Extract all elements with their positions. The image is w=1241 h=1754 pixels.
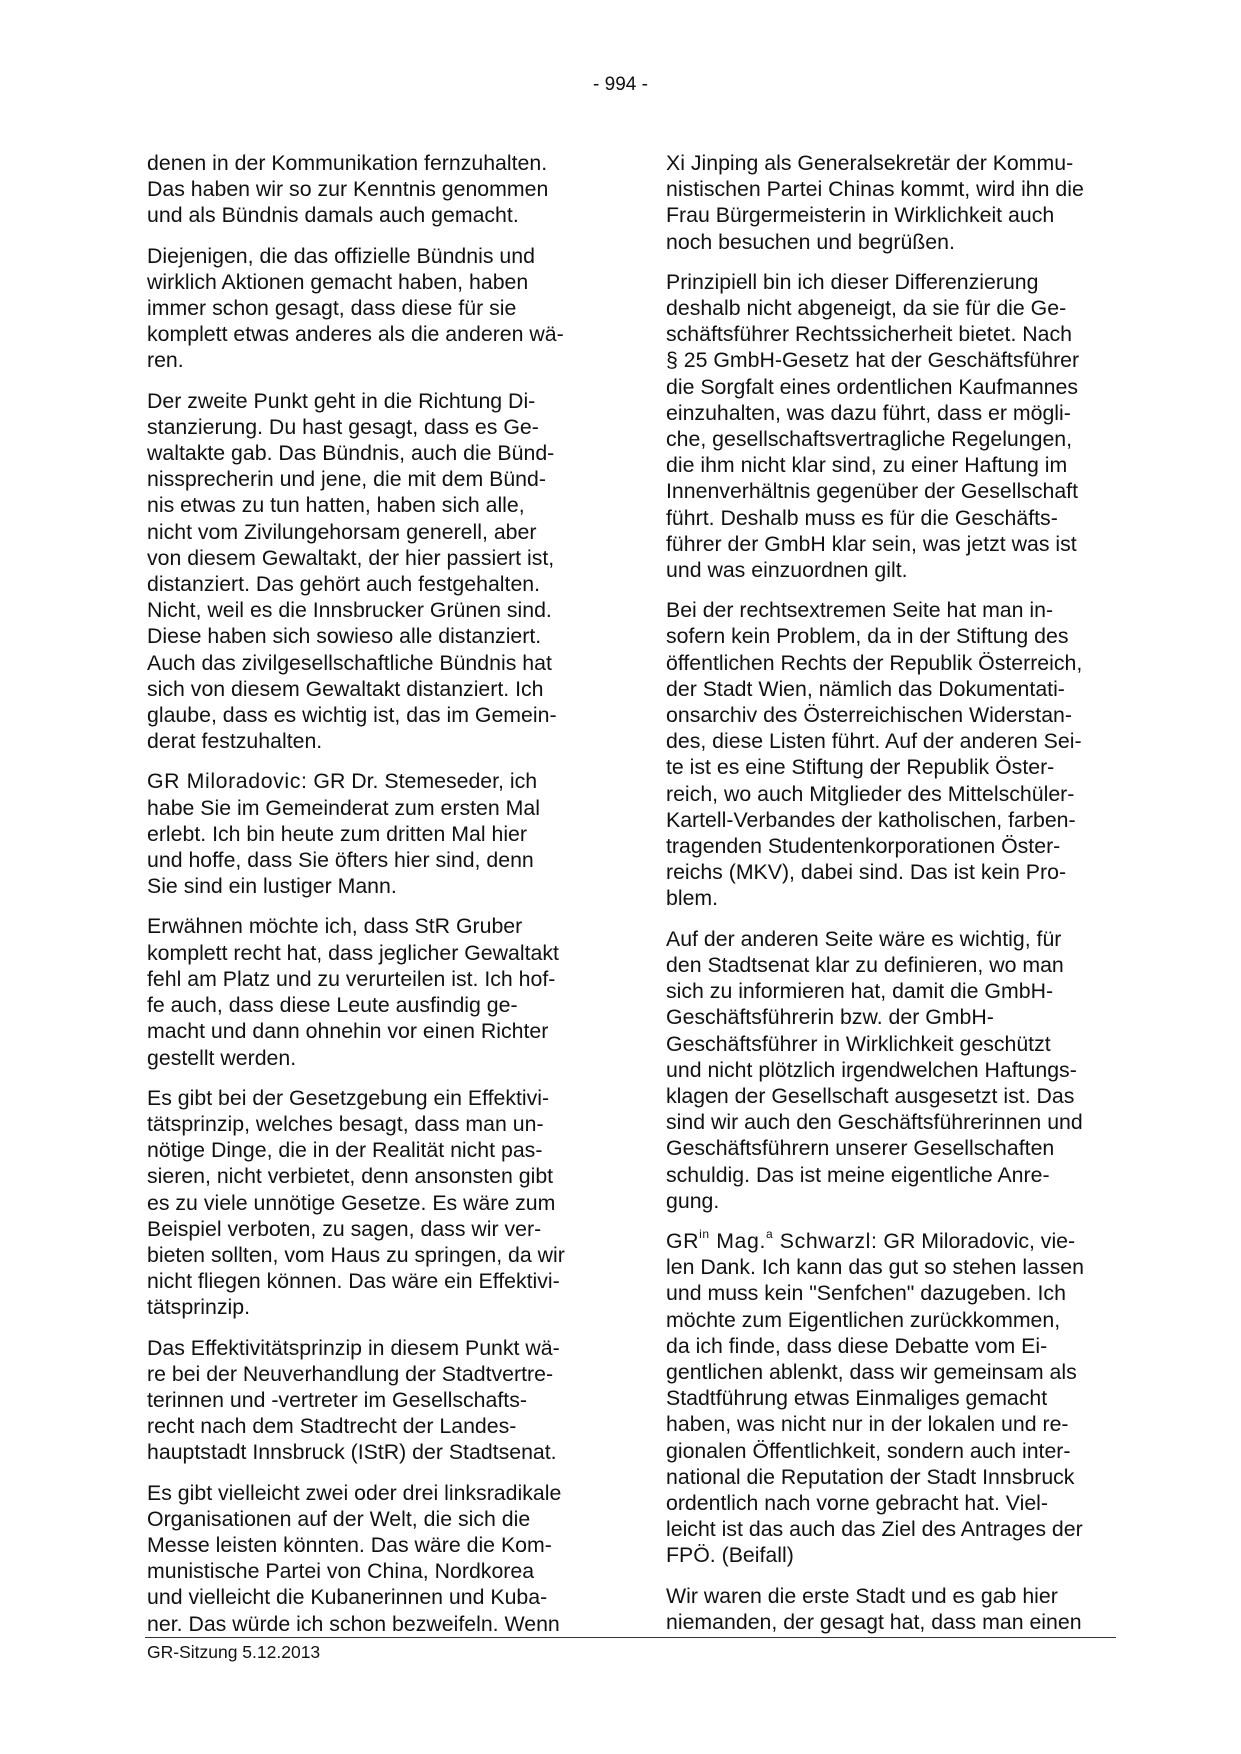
right-column [666, 150, 1116, 1649]
speaker-name [666, 1226, 878, 1253]
speaker-degree: Mag. [709, 1228, 766, 1253]
speaker-surname: Schwarzl: [773, 1228, 878, 1253]
speaker-title-suffix: in [699, 1226, 710, 1241]
speech-miloradovic [147, 768, 597, 899]
paragraph: Es gibt vielleicht zwei oder drei linksradikale Organisationen auf der Welt, die sich die Messe leisten könnten. Das wäre die Kom- munistische Partei von China, Nordkorea und vielleicht die Kubanerinnen und Kuba- ner. Das würde ich schon bezweifeln. Wenn [147, 1480, 562, 1636]
speech-text: GR Miloradovic, vie- len Dank. Ich kann das gut so stehen lassen und muss kein "Senfchen" dazugeben. Ich möchte zum Eigentlichen zurückkommen, da ich finde, dass diese Debatte vom Ei- gentlichen ablenkt, dass wir gemeinsam als Stadtführung etwas Einmaliges gemacht haben, was nicht nur in der lokalen und re- gionalen Öffentlichkeit, sondern auch inter- national die Reputation der Stadt Innsbruck ordentlich nach vorne gebracht hat. Viel- leicht ist das auch das Ziel des Antrages der FPÖ. (Beifall) [666, 1228, 1084, 1568]
left-column [147, 150, 597, 1651]
page-number: - 994 - [593, 74, 648, 95]
paragraph: Es gibt bei der Gesetzgebung ein Effektivi- tätsprinzip, welches besagt, dass man un- nötige Dinge, die in der Realität nicht pas- sieren, nicht verbietet, denn ansonsten gibt es zu viele unnötige Gesetze. Es wäre zum Beispiel verboten, zu sagen, dass wir ver- bieten sollten, vom Haus zu springen, da wir nicht fliegen können. Das wäre ein Effektivi- tätsprinzip. [147, 1085, 565, 1320]
speaker-degree-suffix: a [765, 1226, 774, 1241]
paragraph: Das Effektivitätsprinzip in diesem Punkt wä- re bei der Neuverhandlung der Stadtvertre- terinnen und -vertreter im Gesellschafts- recht nach dem Stadtrecht der Landes- hauptstadt Innsbruck (IStR) der Stadtsenat. [147, 1335, 560, 1465]
paragraph: Der zweite Punkt geht in die Richtung Di- stanzierung. Du hast gesagt, dass es Ge- waltakte gab. Das Bündnis, auch die Bünd- nissprecherin und jene, die mit dem Bünd- nis etwas zu tun hatten, haben sich alle, nicht vom Zivilungehorsam generell, aber von diesem Gewaltakt, der hier passiert ist, distanziert. Das gehört auch festgehalten. Nicht, weil es die Innsbrucker Grünen sind. Diese haben sich sowieso alle distanziert. Auch das zivilgesellschaftliche Bündnis hat sich von diesem Gewaltakt distanziert. Ich glaube, dass es wichtig ist, das im Gemein- derat festzuhalten. [147, 388, 557, 754]
speech-schwarzl [666, 1228, 1116, 1569]
speech-text: GR Dr. Stemeseder, ich habe Sie im Gemeinderat zum ersten Mal erlebt. Ich bin heute zum dritten Mal hier und hoffe, dass Sie öfters hier sind, denn Sie sind ein lustiger Mann. [147, 769, 540, 899]
footer-session-date: GR-Sitzung 5.12.2013 [147, 1642, 321, 1662]
paragraph: Bei der rechtsextremen Seite hat man in- sofern kein Problem, da in der Stiftung des öffentlichen Rechts der Republik Österreich, der Stadt Wien, nämlich das Dokumentati- onsarchiv des Österreichischen Widerstan- des, diese Listen führt. Auf der anderen Sei- te ist es eine Stiftung der Republik Öster- reich, wo auch Mitglieder des Mittelschüler- Kartell-Verbandes der katholischen, farben- tragenden Studentenkorporationen Öster- reichs (MKV), dabei sind. Das ist kein Pro- blem. [666, 598, 1083, 911]
paragraph: Prinzipiell bin ich dieser Differenzierung deshalb nicht abgeneigt, da sie für die Ge- schäftsführer Rechtssicherheit bietet. Nach § 25 GmbH-Gesetz hat der Geschäftsführer die Sorgfalt eines ordentlichen Kaufmannes einzuhalten, was dazu führt, dass er mögli- che, gesellschaftsvertragliche Regelungen, die ihm nicht klar sind, zu einer Haftung im Innenverhältnis gegenüber der Gesellschaft führt. Deshalb muss es für die Geschäfts- führer der GmbH klar sein, was jetzt was ist und was einzuordnen gilt. [666, 269, 1080, 583]
paragraph: Erwähnen möchte ich, dass StR Gruber komplett recht hat, dass jeglicher Gewaltakt fehl am Platz und zu verurteilen ist. Ich hof- fe auch, dass diese Leute ausfindig ge- macht und dann ohnehin vor einen Richter gestellt werden. [147, 914, 559, 1070]
paragraph: Auf der anderen Seite wäre es wichtig, für den Stadtsenat klar zu definieren, wo man sich zu informieren hat, damit die GmbH- Geschäftsführerin bzw. der GmbH- Geschäftsführer in Wirklichkeit geschützt und nicht plötzlich irgendwelchen Haftungs- klagen der Gesellschaft ausgesetzt ist. Das sind wir auch den Geschäftsführerinnen und Geschäftsführern unserer Gesellschaften schuldig. Das ist meine eigentliche Anre- gung. [666, 926, 1083, 1213]
paragraph: Xi Jinping als Generalsekretär der Kommu- nistischen Partei Chinas kommt, wird ihn die Frau Bürgermeisterin in Wirklichkeit auch noch besuchen und begrüßen. [666, 151, 1084, 254]
paragraph: Diejenigen, die das offizielle Bündnis und wirklich Aktionen gemacht haben, haben immer schon gesagt, dass diese für sie komplett etwas anderes als die anderen wä- ren. [147, 243, 564, 373]
footer-rule [145, 1637, 1116, 1638]
speaker-title: GR [666, 1228, 700, 1253]
paragraph: Wir waren die erste Stadt und es gab hier niemanden, der gesagt hat, dass man einen [666, 1583, 1082, 1634]
paragraph: denen in der Kommunikation fernzuhalten. Das haben wir so zur Kenntnis genommen und als Bündnis damals auch gemacht. [147, 151, 549, 228]
speaker-name: GR Miloradovic: [147, 769, 308, 794]
